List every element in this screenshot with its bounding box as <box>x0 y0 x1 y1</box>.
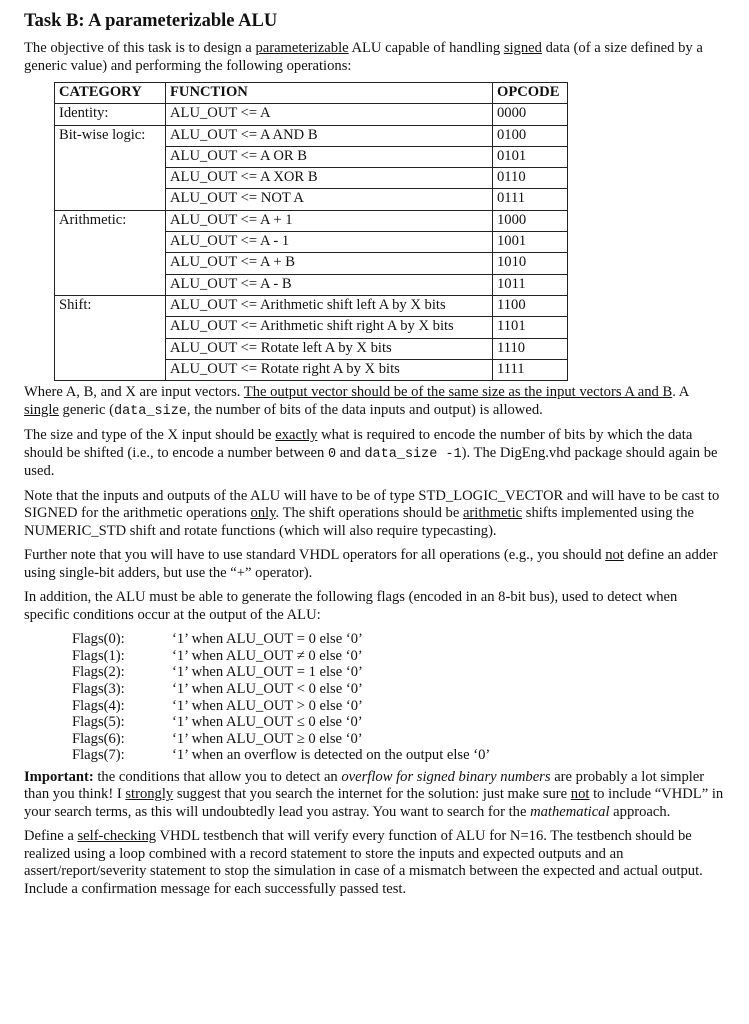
p2-code-zero: 0 <box>327 446 337 462</box>
intro-paragraph <box>24 40 726 75</box>
table-row <box>55 104 568 125</box>
flag-row <box>72 664 726 681</box>
cell-opcode: 1111 <box>493 359 568 380</box>
flag-name: Flags(5): <box>72 714 125 731</box>
cell-function: ALU_OUT <= A AND B <box>166 125 493 146</box>
flag-row <box>72 698 726 715</box>
cell-opcode: 1100 <box>493 295 568 316</box>
p3-text: shifts implemented using the NUMERIC_STD shift and rotate functions (which will also require typecasting). <box>24 505 694 539</box>
cell-category <box>55 168 166 189</box>
cell-opcode: 0111 <box>493 189 568 210</box>
intro-underline-signed: signed <box>503 40 542 56</box>
paragraph-inputs <box>24 384 726 420</box>
intro-underline-parameterizable: parameterizable <box>255 40 349 56</box>
important-label: Important: <box>24 768 94 785</box>
table-row <box>55 189 568 210</box>
cell-category <box>55 232 166 253</box>
p1-underline-output-size: The output vector should be of the same size as the input vectors A and B <box>243 384 673 401</box>
p1-text: generic ( <box>58 401 114 418</box>
cell-function: ALU_OUT <= A + B <box>166 253 493 274</box>
p3-text: . The shift operations should be <box>275 505 463 522</box>
cell-opcode: 1010 <box>493 253 568 274</box>
p3-underline-only: only <box>250 505 276 522</box>
table-header-row <box>55 83 568 104</box>
p2-underline-exactly: exactly <box>275 427 318 444</box>
cell-category <box>55 359 166 380</box>
p6-underline-strongly: strongly <box>125 786 174 803</box>
paragraph-x-input <box>24 427 726 481</box>
p6-text: approach. <box>609 803 671 820</box>
cell-function: ALU_OUT <= Rotate right A by X bits <box>166 359 493 380</box>
p7-text: Define a <box>24 828 78 845</box>
p1-underline-single: single <box>24 401 59 418</box>
cell-function: ALU_OUT <= A - B <box>166 274 493 295</box>
p6-underline-not: not <box>570 786 590 803</box>
flag-description: ‘1’ when ALU_OUT > 0 else ‘0’ <box>172 697 363 714</box>
table-row <box>55 168 568 189</box>
table-row <box>55 317 568 338</box>
operations-table <box>54 82 568 381</box>
cell-function: ALU_OUT <= Rotate left A by X bits <box>166 338 493 359</box>
table-row <box>55 338 568 359</box>
flag-row <box>72 731 726 748</box>
flag-description: ‘1’ when ALU_OUT ≠ 0 else ‘0’ <box>172 647 363 664</box>
header-function: FUNCTION <box>166 83 493 104</box>
cell-category <box>55 189 166 210</box>
paragraph-types <box>24 488 726 541</box>
p2-text: The size and type of the X input should be <box>24 427 276 444</box>
p1-text: , the number of bits of the data inputs and output) is allowed. <box>186 401 543 418</box>
cell-category <box>55 253 166 274</box>
table-row <box>55 125 568 146</box>
p3-text: Note that the inputs and outputs of the ALU will have to be of type STD_LOGIC_VECTOR and will have to be cast to SIGNED for the arithmetic operations <box>24 487 720 522</box>
p7-text: VHDL testbench that will verify every function of ALU for N=16. The testbench should be realized using a loop combined with a record statement to store the inputs and expected outputs and an assert/report/severity statement to stop the simulation in case of a mismatch between the expected and actual output. Include a confirmation message for each successfully passed test. <box>24 828 703 897</box>
p2-code-data-size-minus-one: data_size -1 <box>364 446 462 462</box>
flag-description: ‘1’ when ALU_OUT = 1 else ‘0’ <box>172 664 363 681</box>
task-title: Task B: A parameterizable ALU <box>24 11 278 31</box>
cell-function: ALU_OUT <= A + 1 <box>166 210 493 231</box>
p4-text: Further note that you will have to use standard VHDL operators for all operations (e.g., you should <box>24 547 606 564</box>
cell-opcode: 0110 <box>493 168 568 189</box>
flag-description: ‘1’ when ALU_OUT = 0 else ‘0’ <box>172 631 363 648</box>
flag-name: Flags(1): <box>72 647 125 664</box>
flag-row <box>72 648 726 665</box>
p2-text: what is required to encode the number of bits by which the data should be shifted (i.e., to encode a number between <box>24 427 693 461</box>
p2-text: and <box>336 444 365 461</box>
intro-text: data (of a size defined by a generic value) and performing the following operations: <box>24 40 703 74</box>
p4-underline-not: not <box>605 547 624 564</box>
document-page <box>24 10 726 905</box>
p1-text: Where A, B, and X are input vectors. <box>24 384 244 401</box>
cell-category: Bit-wise logic: <box>55 125 166 146</box>
flag-description: ‘1’ when an overflow is detected on the output else ‘0’ <box>172 747 491 764</box>
cell-opcode: 0000 <box>493 104 568 125</box>
flag-row <box>72 681 726 698</box>
cell-opcode: 0100 <box>493 125 568 146</box>
cell-function: ALU_OUT <= A OR B <box>166 146 493 167</box>
cell-opcode: 1000 <box>493 210 568 231</box>
cell-category: Shift: <box>55 295 166 316</box>
paragraph-important <box>24 769 726 822</box>
cell-category: Arithmetic: <box>55 210 166 231</box>
cell-opcode: 1001 <box>493 232 568 253</box>
flag-description: ‘1’ when ALU_OUT ≥ 0 else ‘0’ <box>172 730 363 747</box>
cell-function: ALU_OUT <= Arithmetic shift left A by X bits <box>166 295 493 316</box>
header-opcode: OPCODE <box>493 83 568 104</box>
p6-text: the conditions that allow you to detect an <box>93 768 342 785</box>
cell-opcode: 1110 <box>493 338 568 359</box>
p2-text: ). The DigEng.vhd package should again be used. <box>24 444 718 480</box>
intro-text: ALU capable of handling <box>348 40 504 56</box>
cell-category: Identity: <box>55 104 166 125</box>
cell-function: ALU_OUT <= A XOR B <box>166 168 493 189</box>
paragraph-flags-intro: In addition, the ALU must be able to generate the following flags (encoded in an 8-bit bus), used to detect when specific conditions occur at the output of the ALU: <box>24 589 678 623</box>
cell-opcode: 1101 <box>493 317 568 338</box>
flag-name: Flags(2): <box>72 664 125 681</box>
p7-underline-self-checking: self-checking <box>77 828 157 845</box>
flags-list <box>72 631 726 764</box>
table-row <box>55 232 568 253</box>
flag-row <box>72 631 726 648</box>
p1-code-data-size: data_size <box>113 403 187 419</box>
table-row <box>55 274 568 295</box>
operations-table-body <box>55 104 568 381</box>
cell-opcode: 1011 <box>493 274 568 295</box>
flag-name: Flags(0): <box>72 631 125 648</box>
table-row <box>55 295 568 316</box>
intro-text: The objective of this task is to design a <box>24 40 256 56</box>
flag-name: Flags(4): <box>72 697 125 714</box>
p1-text: . A <box>672 384 689 401</box>
flag-name: Flags(3): <box>72 680 125 697</box>
cell-function: ALU_OUT <= NOT A <box>166 189 493 210</box>
paragraph-testbench <box>24 828 726 898</box>
cell-category <box>55 146 166 167</box>
flag-name: Flags(7): <box>72 747 125 764</box>
cell-category <box>55 317 166 338</box>
flag-row <box>72 747 726 764</box>
p3-underline-arithmetic: arithmetic <box>462 505 523 522</box>
cell-opcode: 0101 <box>493 146 568 167</box>
cell-category <box>55 338 166 359</box>
p6-italic-mathematical: mathematical <box>530 803 610 820</box>
cell-function: ALU_OUT <= A - 1 <box>166 232 493 253</box>
paragraph-operators <box>24 547 726 582</box>
header-category: CATEGORY <box>55 83 166 104</box>
p4-text: define an adder using single-bit adders, but use the “+” operator). <box>24 547 718 581</box>
p6-text: suggest that you search the internet for the solution: just make sure <box>173 786 571 803</box>
flag-name: Flags(6): <box>72 730 125 747</box>
flag-description: ‘1’ when ALU_OUT ≤ 0 else ‘0’ <box>172 714 363 731</box>
table-row <box>55 210 568 231</box>
table-row <box>55 146 568 167</box>
table-row <box>55 253 568 274</box>
p6-italic-overflow: overflow for signed binary numbers <box>341 768 551 785</box>
table-row <box>55 359 568 380</box>
flag-description: ‘1’ when ALU_OUT < 0 else ‘0’ <box>172 680 363 697</box>
flag-row <box>72 714 726 731</box>
cell-function: ALU_OUT <= A <box>166 104 493 125</box>
cell-category <box>55 274 166 295</box>
cell-function: ALU_OUT <= Arithmetic shift right A by X bits <box>166 317 493 338</box>
p6-text: to include “VHDL” in your search terms, as this will undoubtedly lead you astray. You want to search for the <box>24 786 724 820</box>
p6-text: are probably a lot simpler than you think! I <box>24 768 705 803</box>
